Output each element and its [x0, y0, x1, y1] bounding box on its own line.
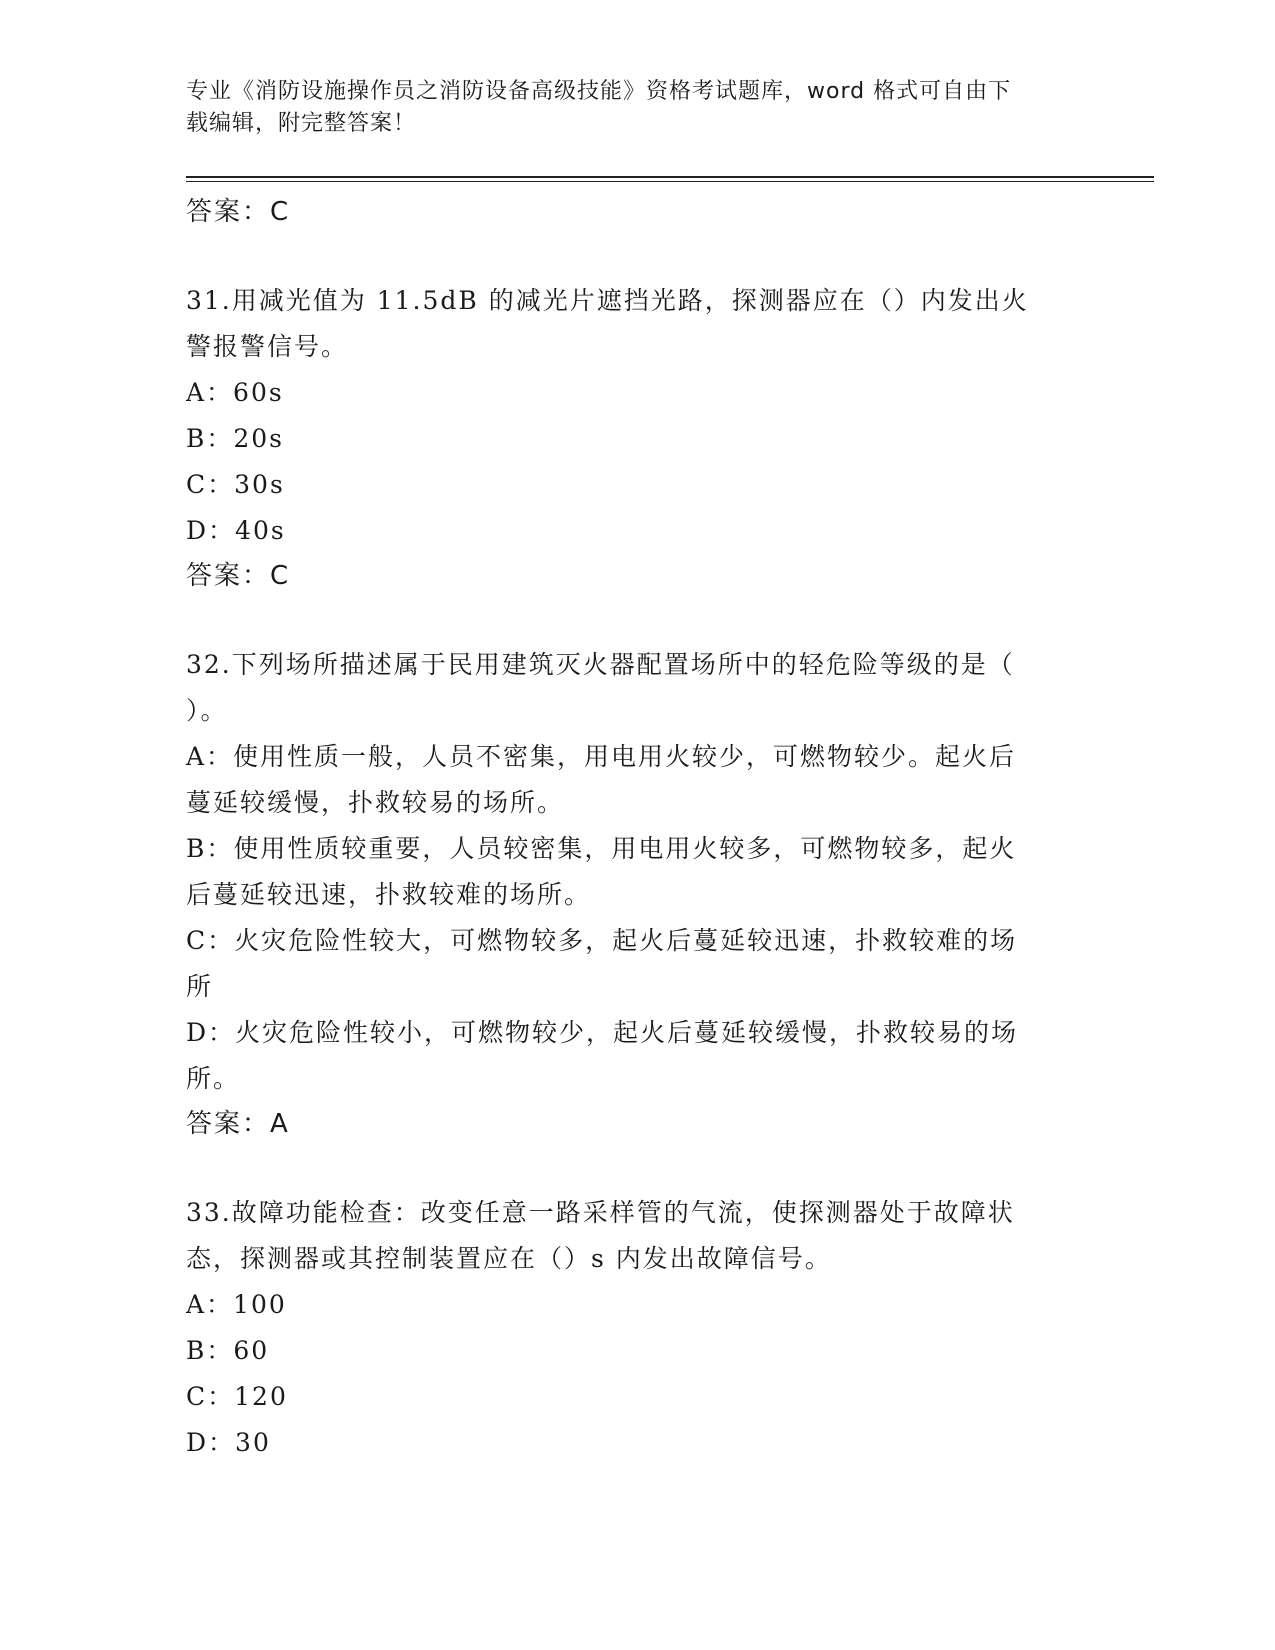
option-c: C：120 — [186, 1382, 288, 1411]
question-text: 33.故障功能检查：改变任意一路采样管的气流，使探测器处于故障状 — [186, 1198, 1015, 1227]
option-a: A：60s — [186, 378, 284, 407]
question-text: 态，探测器或其控制装置应在（）s 内发出故障信号。 — [186, 1244, 832, 1273]
option-a: A：使用性质一般，人员不密集，用电用火较少，可燃物较少。起火后 — [186, 742, 1017, 771]
option-c: C：火灾危险性较大，可燃物较多，起火后蔓延较迅速，扑救较难的场 — [186, 926, 1018, 955]
header-divider-thin — [186, 181, 1154, 182]
question-text: ）。 — [186, 696, 228, 725]
option-b: B：使用性质较重要，人员较密集，用电用火较多，可燃物较多，起火 — [186, 834, 1017, 863]
header-divider-thick — [186, 176, 1154, 178]
option-a: A：100 — [186, 1290, 287, 1319]
option-c: C：30s — [186, 470, 285, 499]
question-text: 警报警信号。 — [186, 332, 349, 361]
header-line-1: 专业《消防设施操作员之消防设备高级技能》资格考试题库，word 格式可自由下 — [186, 79, 1012, 104]
question-31 — [186, 278, 1066, 598]
header-line-2: 载编辑，附完整答案！ — [186, 111, 417, 136]
option-d: D：火灾危险性较小，可燃物较少，起火后蔓延较缓慢，扑救较易的场 — [186, 1018, 1019, 1047]
option-c-cont: 所 — [186, 972, 214, 1001]
option-b: B：20s — [186, 424, 285, 453]
option-b-cont: 后蔓延较迅速，扑救较难的场所。 — [186, 880, 592, 909]
document-header — [186, 76, 1066, 140]
question-33 — [186, 1190, 1066, 1466]
question-text: 32.下列场所描述属于民用建筑灭火器配置场所中的轻危险等级的是（ — [186, 650, 1015, 679]
option-b: B：60 — [186, 1336, 270, 1365]
answer-label: 答案：C — [186, 561, 291, 591]
question-list — [186, 190, 1066, 1466]
question-32 — [186, 642, 1066, 1146]
answer-label: 答案：C — [186, 197, 291, 227]
option-d: D：40s — [186, 516, 286, 545]
answer-label: 答案：A — [186, 1109, 290, 1139]
option-a-cont: 蔓延较缓慢，扑救较易的场所。 — [186, 788, 565, 817]
option-d-cont: 所。 — [186, 1064, 241, 1093]
question-text: 31.用减光值为 11.5dB 的减光片遮挡光路，探测器应在（）内发出火 — [186, 286, 1029, 315]
option-d: D：30 — [186, 1428, 271, 1457]
